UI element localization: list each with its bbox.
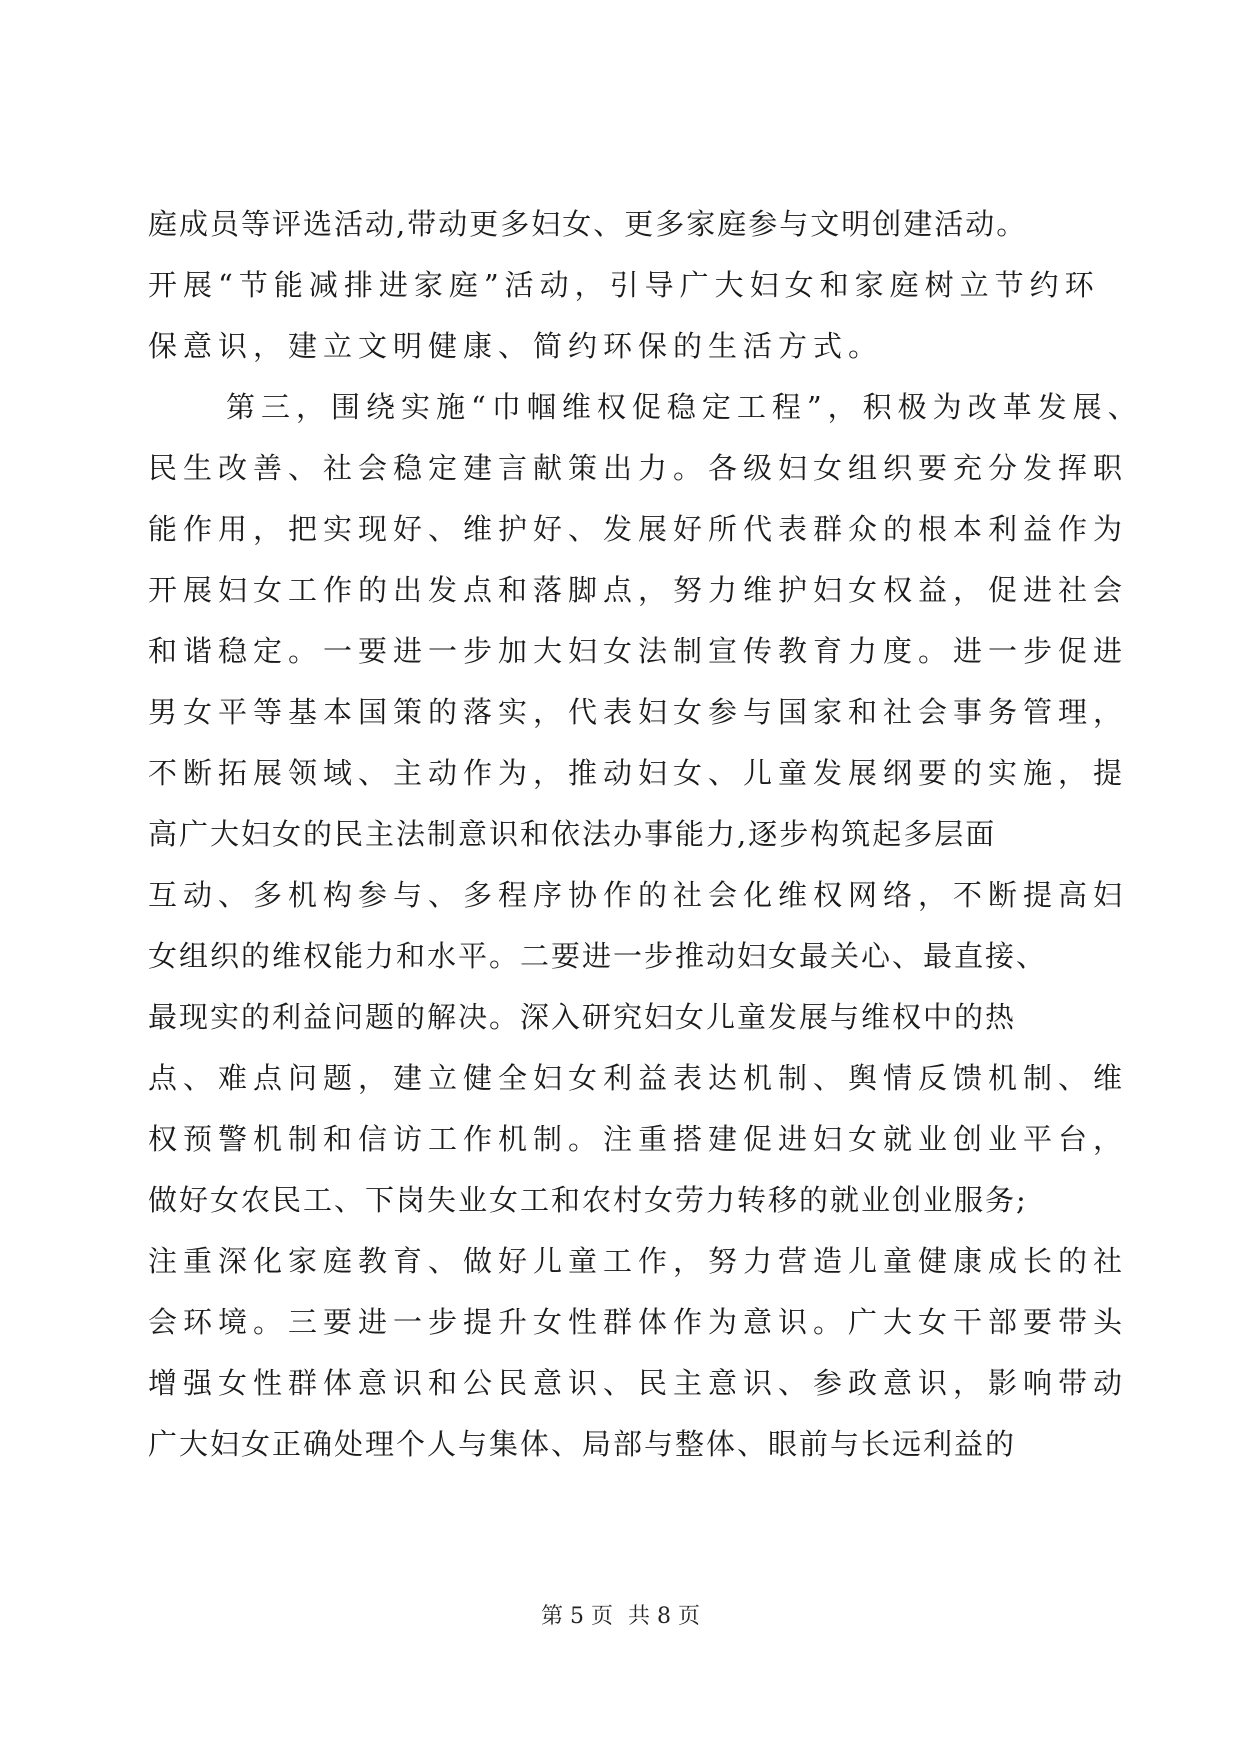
text-line: 互动、多机构参与、多程序协作的社会化维权网络，不断提高妇 — [148, 878, 1129, 912]
page-total: 共 8 页 — [628, 1604, 700, 1629]
page-number: 第 5 页 — [541, 1604, 613, 1629]
text-line: 保意识，建立文明健康、简约环保的生活方式。 — [148, 329, 884, 363]
text-line: 开展“节能减排进家庭”活动，引导广大妇女和家庭树立节约环 — [148, 268, 1100, 302]
text-line: 会环境。三要进一步提升女性群体作为意识。广大女干部要带头 — [148, 1305, 1129, 1339]
text-line: 不断拓展领域、主动作为，推动妇女、儿童发展纲要的实施，提 — [148, 756, 1129, 790]
text-line: 开展妇女工作的出发点和落脚点，努力维护妇女权益，促进社会 — [148, 573, 1129, 607]
text-line: 权预警机制和信访工作机制。注重搭建促进妇女就业创业平台， — [148, 1122, 1129, 1156]
text-line: 能作用，把实现好、维护好、发展好所代表群众的根本利益作为 — [148, 512, 1129, 546]
text-line: 广大妇女正确处理个人与集体、局部与整体、眼前与长远利益的 — [148, 1427, 1017, 1461]
page-footer — [0, 1602, 1241, 1632]
text-line: 民生改善、社会稳定建言献策出力。各级妇女组织要充分发挥职 — [148, 451, 1129, 485]
paragraph-start-line: 第三，围绕实施“巾帼维权促稳定工程”，积极为改革发展、 — [226, 390, 1143, 424]
text-line: 注重深化家庭教育、做好儿童工作，努力营造儿童健康成长的社 — [148, 1244, 1129, 1278]
text-line: 增强女性群体意识和公民意识、民主意识、参政意识，影响带动 — [148, 1366, 1129, 1400]
text-line: 女组织的维权能力和水平。二要进一步推动妇女最关心、最直接、 — [148, 939, 1048, 973]
text-line: 做好女农民工、下岗失业女工和农村女劳力转移的就业创业服务; — [148, 1183, 1028, 1217]
text-line: 最现实的利益问题的解决。深入研究妇女儿童发展与维权中的热 — [148, 1000, 1017, 1034]
text-line: 庭成员等评选活动,带动更多妇女、更多家庭参与文明创建活动。 — [148, 207, 1028, 241]
text-line: 和谐稳定。一要进一步加大妇女法制宣传教育力度。进一步促进 — [148, 634, 1129, 668]
text-line: 点、难点问题，建立健全妇女利益表达机制、舆情反馈机制、维 — [148, 1061, 1129, 1095]
text-line: 男女平等基本国策的落实，代表妇女参与国家和社会事务管理， — [148, 695, 1129, 729]
body-text — [148, 194, 1143, 1475]
text-line: 高广大妇女的民主法制意识和依法办事能力,逐步构筑起多层面 — [148, 817, 997, 851]
